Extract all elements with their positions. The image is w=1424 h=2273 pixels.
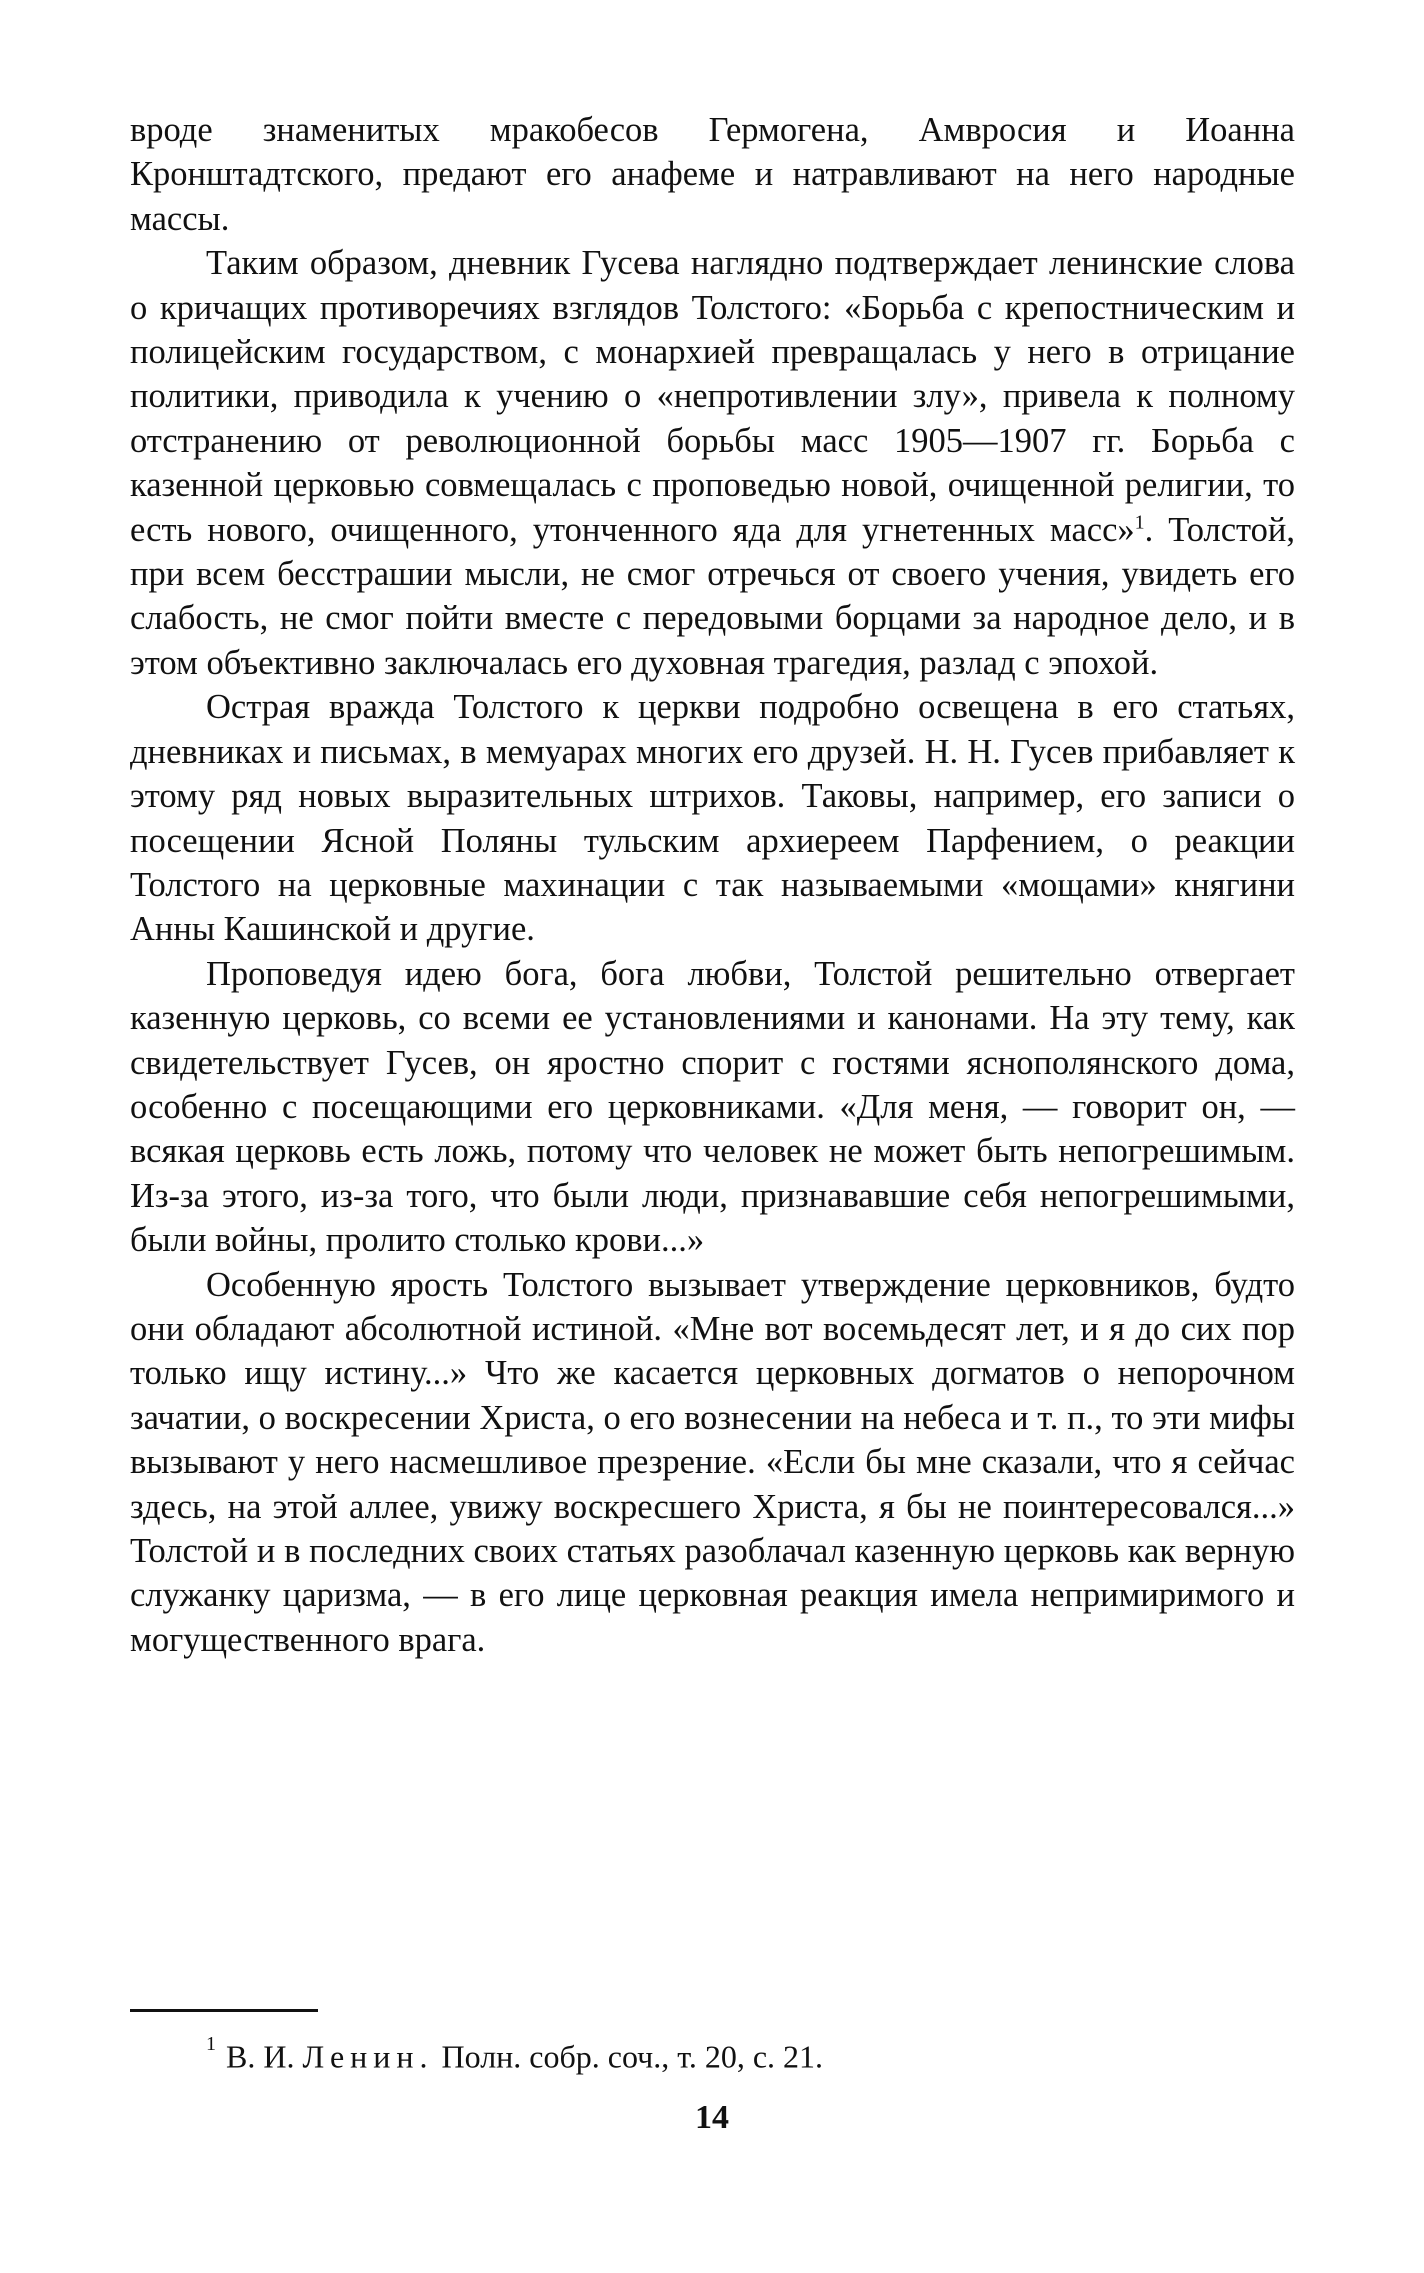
footnote-divider (130, 2009, 318, 2012)
paragraph-1: вроде знаменитых мракобесов Гермогена, Амвросия и Иоанна Кронштадтского, предают его анафеме и натравливают на него народные массы. (130, 111, 1295, 238)
footnote (206, 2030, 823, 2077)
paragraph-2 (130, 241, 1295, 685)
paragraph-2-text: Таким образом, дневник Гусева наглядно подтверждает ленинские слова о кричащих противоречиях взглядов Толстого: «Борьба с крепостническим и полицейским государством, с монархией превращалась у него в отрицание политики, приводила к учению о «непротивлении злу», привела к полному отстранению от революционной борьбы масс 1905—1907 гг. Борьба с казенной церковью совмещалась с проповедью новой, очищенной религии, то есть нового, очищенного, утонченного яда для угнетенных масс» (130, 244, 1295, 549)
page-number: 14 (695, 2099, 729, 2136)
paragraph-5: Особенную ярость Толстого вызывает утверждение церковников, будто они обладают абсолютной истиной. «Мне вот восемьдесят лет, и я до сих пор только ищу истину...» Что же касается церковных догматов о непорочном зачатии, о воскресении Христа, о его вознесении на небеса и т. п., то эти мифы вызывают у него насмешливое презрение. «Если бы мне сказали, что я сейчас здесь, на этой аллее, увижу воскресшего Христа, я бы не поинтересовался...» Толстой и в последних своих статьях разоблачал казенную церковь как верную служанку царизма, — в его лице церковная реакция имела непримиримого и могущественного врага. (130, 1265, 1295, 1659)
page-body (130, 108, 1295, 1662)
footnote-reference: 1 (1134, 511, 1145, 534)
paragraph-4: Проповедуя идею бога, бога любви, Толстой решительно отвергает казенную церковь, со всеми ее установлениями и канонами. На эту тему, как свидетельствует Гусев, он яростно спорит с гостями яснополянского дома, особенно с посещающими его церковниками. «Для меня, — говорит он, — всякая церковь есть ложь, потому что человек не может быть непогрешимым. Из-за этого, из-за того, что были люди, признававшие себя непогрешимыми, были войны, пролито столько крови...» (130, 954, 1295, 1260)
footnote-author: Ленин. (302, 2038, 434, 2075)
paragraph-3: Острая вражда Толстого к церкви подробно освещена в его статьях, дневниках и письмах, в мемуарах многих его друзей. Н. Н. Гусев прибавляет к этому ряд новых выразительных штрихов. Таковы, например, его записи о посещении Ясной Поляны тульским архиереем Парфением, о реакции Толстого на церковные махинации с так называемыми «мощами» княгини Анны Кашинской и другие. (130, 688, 1295, 949)
paragraph-2-text-after: . Толстой, при всем бесстрашии мысли, не смог отречься от своего учения, увидеть его слабость, не смог пойти вместе с передовыми борцами за народное дело, и в этом объективно заключалась его духовная трагедия, разлад с эпохой. (130, 510, 1296, 682)
footnote-initials: В. И. (226, 2038, 295, 2075)
footnote-mark: 1 (206, 2033, 216, 2055)
footnote-citation: Полн. собр. соч., т. 20, с. 21. (441, 2038, 824, 2075)
